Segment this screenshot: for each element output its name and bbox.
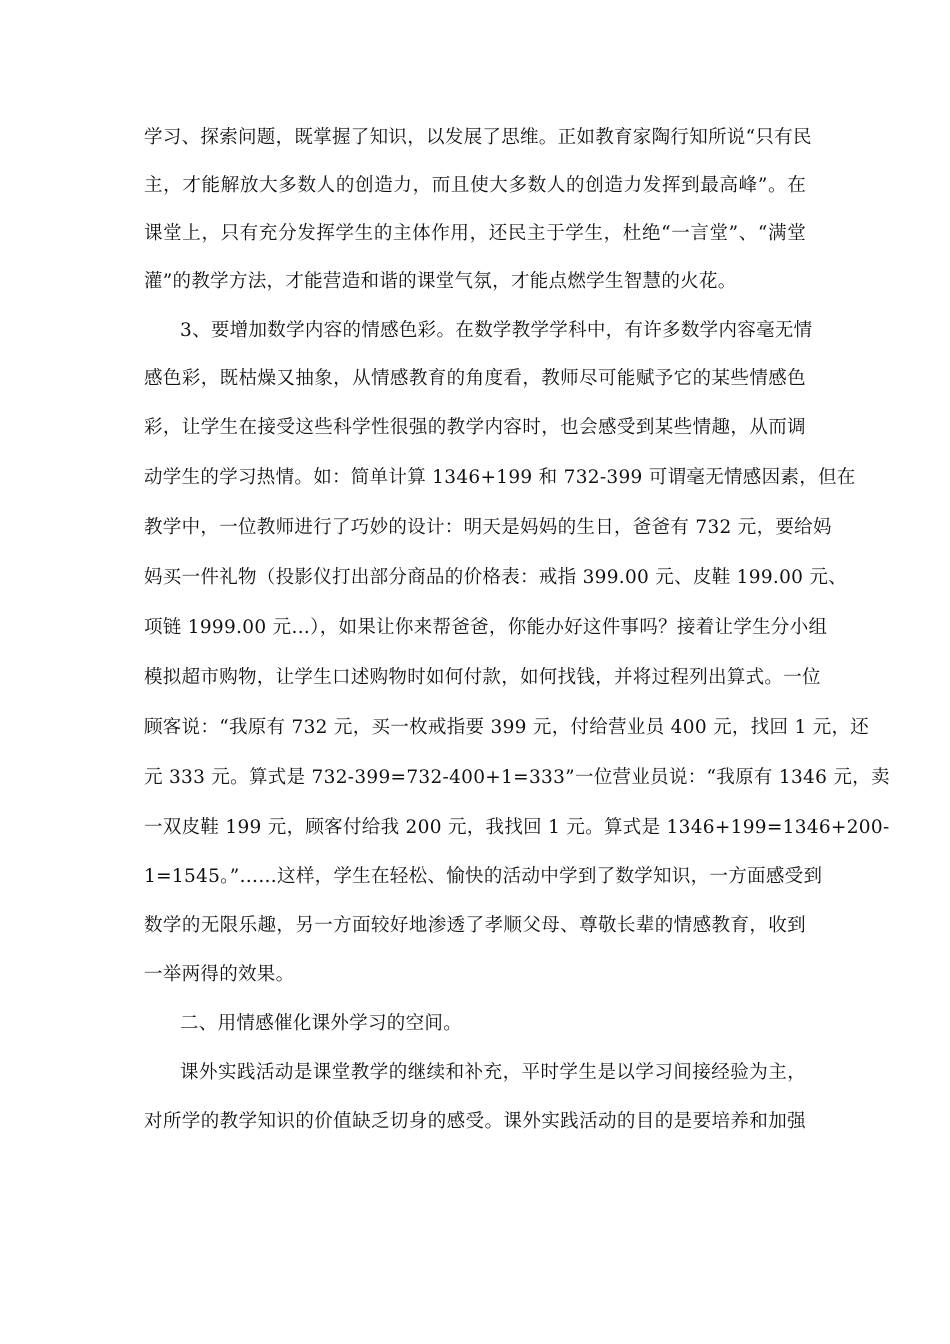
paragraph-line: 课外实践活动是课堂教学的继续和补充，平时学生是以学习间接经验为主， (180, 1062, 806, 1083)
paragraph-line: 对所学的教学知识的价值缺乏切身的感受。课外实践活动的目的是要培养和加强 (144, 1111, 806, 1132)
paragraph-line: 教学中，一位教师进行了巧妙的设计：明天是妈妈的生日，爸爸有 732 元，要给妈 (144, 517, 832, 538)
paragraph-line: 主，才能解放大多数人的创造力，而且使大多数人的创造力发挥到最高峰”。在 (144, 175, 806, 196)
paragraph-line: 一双皮鞋 199 元，顾客付给我 200 元，我找回 1 元。算式是 1346+199=1346+200- (144, 817, 890, 838)
paragraph-line: 灌”的教学方法，才能营造和谐的课堂气氛，才能点燃学生智慧的火花。 (144, 271, 737, 292)
paragraph-line: 3、要增加数学内容的情感色彩。在数学教学学科中，有许多数学内容毫无情 (180, 320, 813, 341)
paragraph-line: 1=1545。”……这样，学生在轻松、愉快的活动中学到了数学知识，一方面感受到 (144, 866, 823, 887)
paragraph-line: 元 333 元。算式是 732-399=732-400+1=333”一位营业员说：“我原有 1346 元，卖 (144, 767, 890, 788)
paragraph-line: 彩，让学生在接受这些科学性很强的教学内容时，也会感受到某些情趣，从而调 (144, 417, 806, 438)
section-heading: 二、用情感催化课外学习的空间。 (180, 1013, 463, 1034)
paragraph-line: 数学的无限乐趣，另一方面较好地渗透了孝顺父母、尊敬长辈的情感教育，收到 (144, 915, 806, 936)
paragraph-line: 项链 1999.00 元…），如果让你来帮爸爸，你能办好这件事吗？接着让学生分小组 (144, 617, 828, 638)
paragraph-line: 模拟超市购物，让学生口述购物时如何付款，如何找钱，并将过程列出算式。一位 (144, 667, 821, 688)
paragraph-line: 一举两得的效果。 (144, 964, 295, 985)
paragraph-line: 学习、探索问题，既掌握了知识，以发展了思维。正如教育家陶行知所说“只有民 (144, 127, 812, 148)
paragraph-line: 妈买一件礼物（投影仪打出部分商品的价格表：戒指 399.00 元、皮鞋 199.00 元、 (144, 567, 847, 588)
paragraph-line: 动学生的学习热情。如：简单计算 1346+199 和 732-399 可谓毫无情感因素，但在 (144, 467, 856, 488)
paragraph-line: 课堂上，只有充分发挥学生的主体作用，还民主于学生，杜绝“一言堂”、“满堂 (144, 223, 806, 244)
paragraph-line: 感色彩，既枯燥又抽象，从情感教育的角度看，教师尽可能赋予它的某些情感色 (144, 368, 806, 389)
paragraph-line: 顾客说：“我原有 732 元，买一枚戒指要 399 元，付给营业员 400 元，找回 1 元，还 (144, 717, 870, 738)
